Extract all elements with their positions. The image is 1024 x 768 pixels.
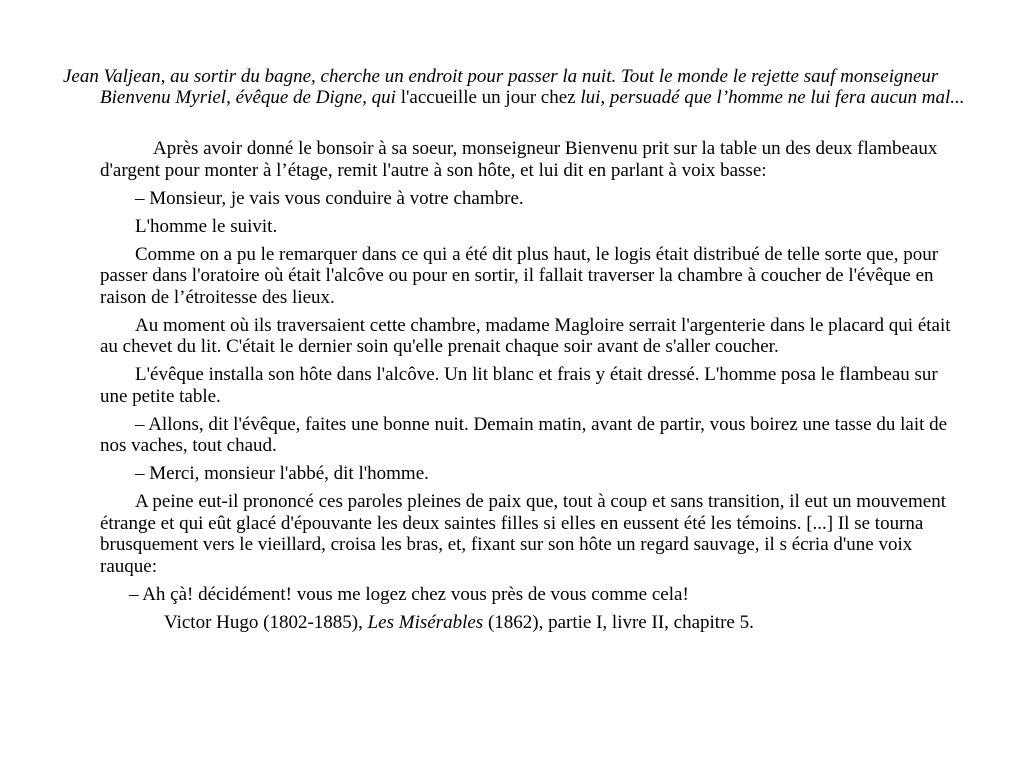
paragraph-conduire: – Monsieur, je vais vous conduire à votre chambre.: [135, 187, 524, 209]
paragraph-ah-ca: – Ah çà! décidément! vous me logez chez vous près de vous comme cela!: [129, 583, 689, 605]
paragraph-logis: Comme on a pu le remarquer dans ce qui a été dit plus haut, le logis était distribué de telle sorte que, pour passer dans l'oratoire où était l'alcôve ou pour en sortir, il fallait traverser la chambre à coucher de l'évêque en raison de l’étroitesse des lieux.: [100, 243, 939, 308]
citation-details: (1862), partie I, livre II, chapitre 5.: [483, 611, 754, 633]
intro-italic-ending: lui, persuadé que l’homme ne lui fera aucun mal...: [580, 87, 965, 108]
paragraph-bonne-nuit: – Allons, dit l'évêque, faites une bonne nuit. Demain matin, avant de partir, vous boirez une tasse du lait de nos vaches, tout chaud.: [100, 413, 948, 456]
intro-italic-text: Jean Valjean, au sortir du bagne, cherche un endroit pour passer la nuit. Tout le monde le rejette sauf monseigneur Bienvenu Myriel, évêque de Digne, qui: [63, 66, 939, 108]
citation: [100, 612, 962, 634]
excerpt-body: [100, 138, 962, 633]
paragraph-mouvement: A peine eut-il prononcé ces paroles pleines de paix que, tout à coup et sans transition, il eut un mouvement étrange et qui eût glacé d'épouvante les deux saintes filles si elles en eussent été les témoins. [...] Il se tourna brusquement vers le vieillard, croisa les bras, et, fixant sur son hôte un regard sauvage, il s écria d'une voix rauque:: [100, 491, 946, 577]
intro-paragraph: [63, 66, 1000, 108]
paragraph-bonsoir: Après avoir donné le bonsoir à sa soeur, monseigneur Bienvenu prit sur la table un des deux flambeaux d'argent pour monter à l’étage, remit l'autre à son hôte, et lui dit en parlant à voix basse:: [100, 138, 938, 181]
paragraph-alcove: L'évêque installa son hôte dans l'alcôve. Un lit blanc et frais y était dressé. L'homme posa le flambeau sur une petite table.: [100, 364, 938, 407]
paragraph-merci: – Merci, monsieur l'abbé, dit l'homme.: [135, 463, 429, 484]
citation-work-title: Les Misérables: [367, 611, 484, 633]
paragraph-magloire: Au moment où ils traversaient cette chambre, madame Magloire serrait l'argenterie dans le placard qui était au chevet du lit. C'était le dernier soin qu'elle prenait chaque soir avant de s'aller coucher.: [100, 314, 951, 357]
paragraph-suivit: L'homme le suivit.: [135, 215, 278, 237]
intro-roman-text: l'accueille un jour chez: [395, 87, 581, 108]
citation-author: Victor Hugo (1802-1885),: [164, 611, 368, 633]
